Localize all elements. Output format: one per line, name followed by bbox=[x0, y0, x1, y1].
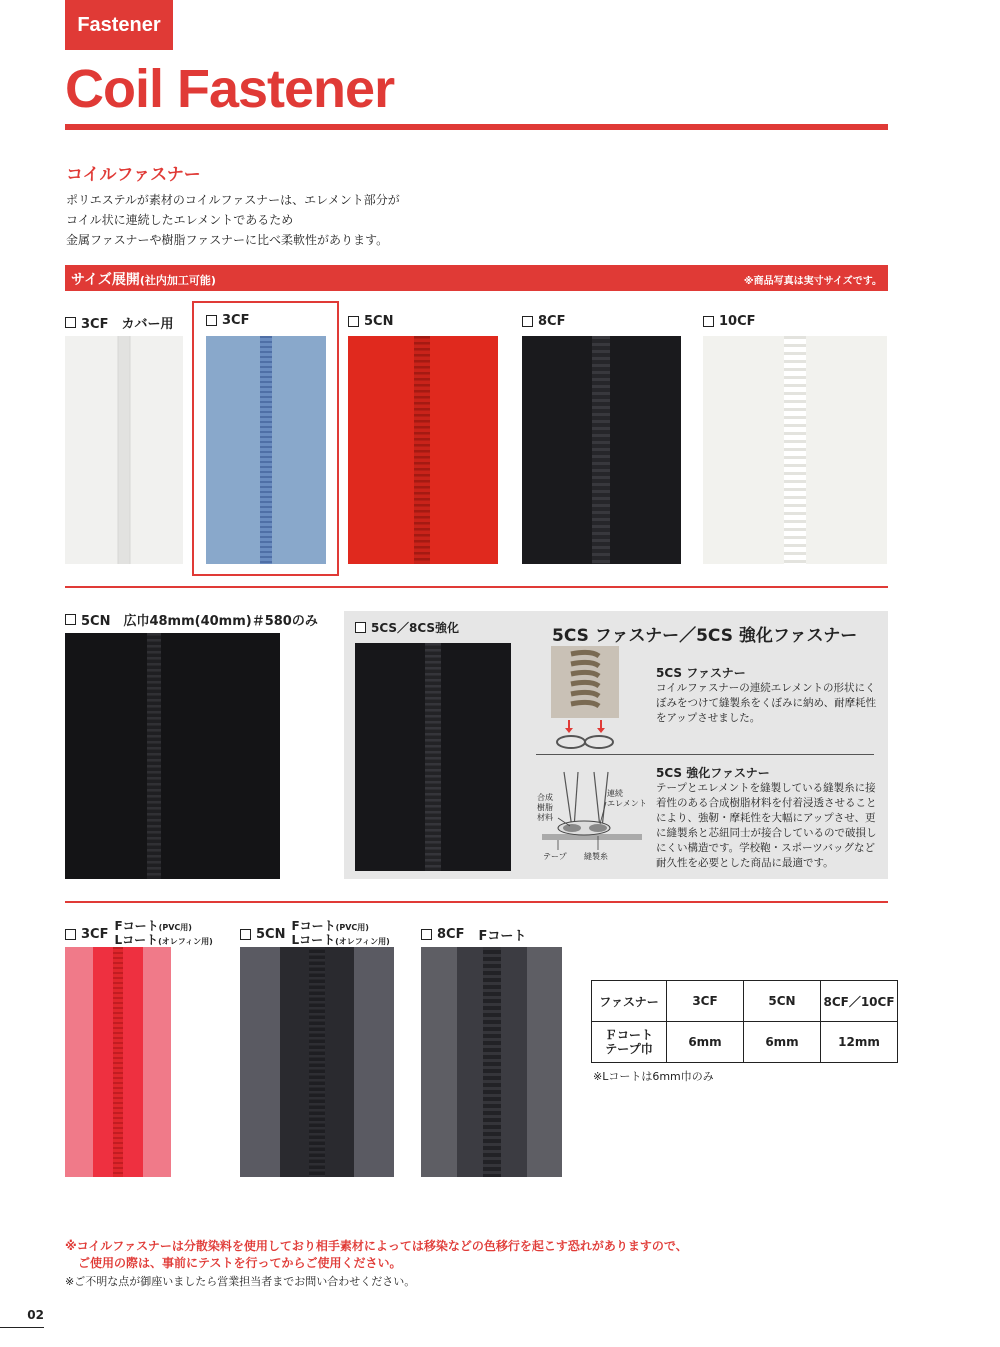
swatch-8cf-black bbox=[522, 336, 681, 564]
page-number: 02 bbox=[27, 1308, 44, 1322]
product-label-8cf-coat[interactable]: 8CF Fコート bbox=[421, 925, 526, 944]
product-label-5cn-coat[interactable]: 5CN Fコート(PVC用) Lコート(オレフィン用) bbox=[240, 920, 390, 948]
table-row bbox=[592, 1022, 898, 1063]
table-note: ※Lコートは6mm巾のみ bbox=[593, 1070, 714, 1083]
size-section-bar bbox=[65, 265, 888, 291]
table-cell: 6mm bbox=[667, 1022, 744, 1063]
checkbox-icon[interactable] bbox=[65, 929, 76, 940]
intro-line: 金属ファスナーや樹脂ファスナーに比べ柔軟性があります。 bbox=[66, 233, 389, 247]
checkbox-icon[interactable] bbox=[348, 316, 359, 327]
product-label-5cs[interactable]: 5CS／8CS強化 bbox=[355, 619, 459, 636]
cs-panel-title: 5CS ファスナー／5CS 強化ファスナー bbox=[552, 626, 858, 646]
swatch-5cn-coat-black bbox=[240, 947, 394, 1177]
page-number-rule bbox=[0, 1327, 44, 1328]
swatch-3cf-coat-red bbox=[65, 947, 171, 1177]
diagram-label-element: 連続 エレメント bbox=[607, 789, 647, 808]
cs-heading: 5CS ファスナー bbox=[656, 666, 746, 680]
swatch-10cf-white bbox=[703, 336, 887, 564]
table-row-label: Ｆコート テープ巾 bbox=[592, 1022, 667, 1063]
section-divider bbox=[65, 901, 888, 903]
checkbox-icon[interactable] bbox=[355, 622, 366, 633]
table-header-cell: 3CF bbox=[667, 981, 744, 1022]
table-cell: 12mm bbox=[821, 1022, 898, 1063]
cs-text: コイルファスナーの連続エレメントの形状にくぼみをつけて縫製糸をくぼみに納め、耐摩耗性をアップさせました。 bbox=[656, 682, 877, 724]
coat-types: Fコート(PVC用) Lコート(オレフィン用) bbox=[114, 919, 213, 947]
table-header-row bbox=[592, 981, 898, 1022]
panel-separator bbox=[536, 754, 874, 755]
warning-line-2: ご使用の際は、事前にテストを行ってからご使用ください。 bbox=[78, 1256, 402, 1270]
diagram-label-tape: テープ bbox=[543, 852, 567, 861]
size-section-note: ※商品写真は実寸サイズです。 bbox=[743, 276, 882, 287]
coat-width-table bbox=[591, 980, 898, 1063]
title-underline bbox=[65, 124, 888, 130]
product-label-3cf[interactable]: 3CF bbox=[206, 313, 249, 328]
table-header-cell: 5CN bbox=[744, 981, 821, 1022]
checkbox-icon[interactable] bbox=[522, 316, 533, 327]
size-section-label: サイズ展開(社内加工可能) bbox=[71, 272, 216, 288]
table-header-cell: 8CF／10CF bbox=[821, 981, 898, 1022]
table-cell: 6mm bbox=[744, 1022, 821, 1063]
page-title: Coil Fastener bbox=[65, 59, 395, 119]
swatch-3cf-cover bbox=[65, 336, 183, 564]
intro-description bbox=[66, 190, 400, 250]
selected-product-frame bbox=[192, 301, 339, 576]
checkbox-icon[interactable] bbox=[240, 929, 251, 940]
cs-reinforced-text: テープとエレメントを縫製している縫製糸に接着性のある合成樹脂材料を付着浸透させることにより、強靭・摩耗性を大幅にアップさせ、更に縫製糸と芯紐同士が接合しているので破損しにくい構造です。学校鞄・スポーツバッグなど耐久性を必要とした商品に最適です。 bbox=[656, 782, 877, 869]
warning-line-1: ※コイルファスナーは分散染料を使用しており相手素材によっては移染などの色移行を起こす恐れがありますので、 bbox=[65, 1239, 688, 1253]
cs-reinforced-heading: 5CS 強化ファスナー bbox=[656, 766, 770, 780]
table-header-cell: ファスナー bbox=[592, 981, 667, 1022]
product-label-5cn[interactable]: 5CN bbox=[348, 314, 393, 329]
coat-types: Fコート(PVC用) Lコート(オレフィン用) bbox=[291, 919, 390, 947]
intro-title: コイルファスナー bbox=[66, 165, 201, 185]
checkbox-icon[interactable] bbox=[703, 316, 714, 327]
diagram-label-resin: 合成 樹脂 材料 bbox=[537, 793, 553, 822]
swatch-5cn-wide-black bbox=[65, 633, 280, 879]
intro-line: ポリエステルが素材のコイルファスナーは、エレメント部分が bbox=[66, 193, 400, 207]
swatch-5cn-red bbox=[348, 336, 498, 564]
coil-illustration-icon bbox=[551, 646, 619, 750]
intro-line: コイル状に連続したエレメントであるため bbox=[66, 213, 294, 227]
diagram-label-thread: 縫製糸 bbox=[584, 852, 608, 861]
contact-note: ※ご不明な点が御座いましたら営業担当者までお問い合わせください。 bbox=[65, 1275, 416, 1288]
section-divider bbox=[65, 586, 888, 588]
checkbox-icon[interactable] bbox=[421, 929, 432, 940]
product-label-10cf[interactable]: 10CF bbox=[703, 314, 756, 329]
swatch-5cs-black bbox=[355, 643, 511, 871]
category-tag: Fastener bbox=[65, 0, 173, 50]
swatch-8cf-coat-gray bbox=[421, 947, 562, 1177]
product-label-8cf[interactable]: 8CF bbox=[522, 314, 565, 329]
product-label-5cn-wide[interactable]: 5CN 広巾48mm(40mm)＃580のみ bbox=[65, 610, 318, 629]
product-label-3cf-cover[interactable]: 3CF カバー用 bbox=[65, 313, 173, 332]
checkbox-icon[interactable] bbox=[65, 614, 76, 625]
checkbox-icon[interactable] bbox=[65, 317, 76, 328]
product-label-3cf-coat[interactable]: 3CF Fコート(PVC用) Lコート(オレフィン用) bbox=[65, 920, 213, 948]
